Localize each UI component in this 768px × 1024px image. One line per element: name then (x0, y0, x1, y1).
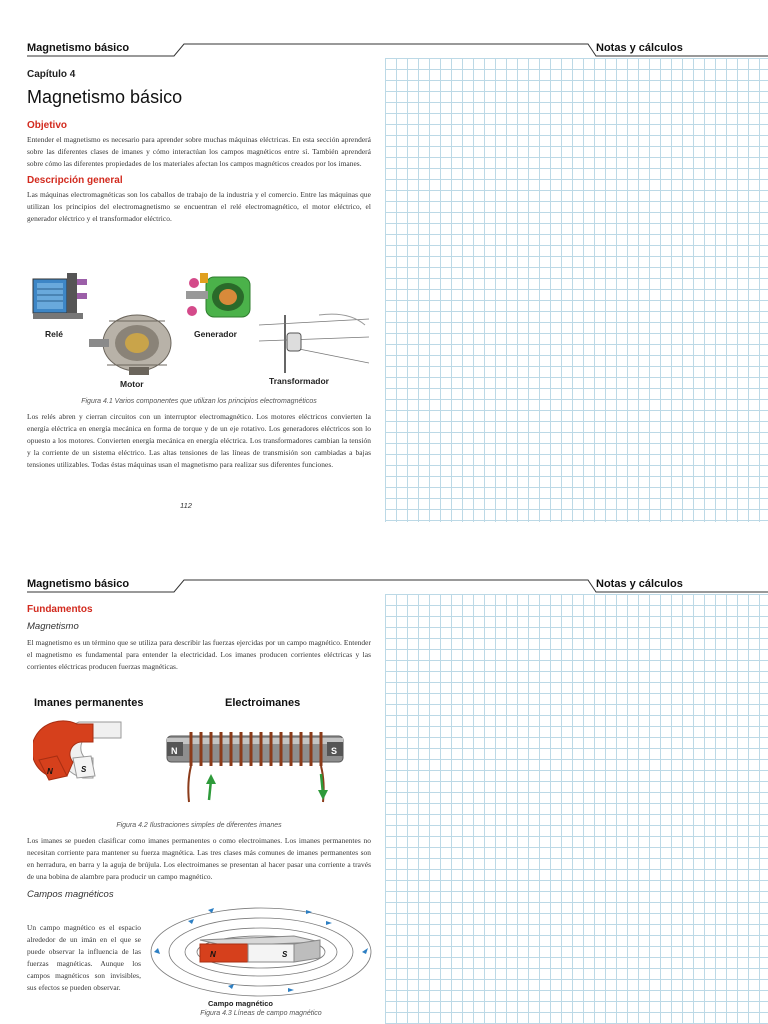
chapter-label: Capítulo 4 (27, 69, 76, 80)
campos-subheading: Campos magnéticos (27, 889, 114, 900)
imanes-permanentes-title: Imanes permanentes (34, 697, 144, 709)
figure-4-1 (27, 265, 371, 395)
campos-text: Un campo magnético es el espacio alrededor de un imán en el que se puede observar la influencia de las fuerzas magnéticas. Aunque los campos magnéticos son invisibles, sus efectos se pueden observar. (27, 923, 141, 992)
page-2-lower (27, 822, 371, 900)
notes-grid (385, 594, 768, 1024)
rele-label: Relé (45, 329, 63, 339)
horseshoe-magnet-image (33, 720, 125, 782)
magnetismo-subheading: Magnetismo (27, 621, 79, 632)
magnetic-field-image (148, 904, 374, 1014)
bar-magnet-s-pole: S (282, 950, 288, 959)
generator-image (182, 271, 254, 327)
generador-label: Generador (194, 329, 237, 339)
page-title: Magnetismo básico (27, 87, 183, 107)
header-title: Magnetismo básico (27, 42, 130, 54)
figure-4-1-caption: Figura 4.1 Varios componentes que utilizan los principios electromagnéticos (81, 398, 317, 405)
figure-4-2 (27, 694, 371, 824)
campo-magnetico-label: Campo magnético (208, 999, 274, 1008)
bar-magnet-n-pole: N (210, 950, 216, 959)
machines-text: Los relés abren y cierran circuitos con un interruptor electromagnético. Los motores eléctricos convierten la energía eléctrica en energía mecánica en forma de torque y de un eje rotativo. Los generadores eléctricos son lo opuesto a los motores. Convierten energía mecánica en energía eléctrica. Los transformadores cambian la tensión y la corriente de un sistema eléctrico. Las altas tensiones de las líneas de transmisión son cambiadas a bajas tensiones utilizables. Todas éstas máquinas usan el magnetismo para realizar sus diferentes funciones. (27, 412, 371, 469)
horseshoe-n-pole: N (47, 767, 53, 776)
header-notes-label: Notas y cálculos (596, 42, 683, 54)
page-2-content (27, 604, 371, 673)
electromagnet-n-pole: N (171, 746, 178, 756)
electromagnet-s-pole: S (331, 746, 338, 756)
page-number: 112 (180, 501, 192, 510)
electromagnet-image (163, 722, 349, 812)
page-1-content (27, 69, 371, 225)
motor-image (89, 309, 177, 377)
horseshoe-s-pole: S (81, 765, 87, 774)
header-title: Magnetismo básico (27, 578, 130, 590)
figure-4-2-caption: Figura 4.2 Ilustraciones simples de diferentes imanes (116, 822, 282, 829)
imanes-text: Los imanes se pueden clasificar como imanes permanentes o como electroimanes. Los imanes permanentes no necesitan corriente para mantener su fuerza magnética. Las tres clases más comunes de imanes permanentes son en herradura, en barra y la aguja de brújula. Los electroimanes se presentan al hacer pasar una corriente a través de una bobina de alambre para producir un campo magnético. (27, 836, 371, 881)
relay-image (31, 269, 91, 325)
motor-label: Motor (120, 379, 144, 389)
objetivo-text: Entender el magnetismo es necesario para aprender sobre muchas máquinas eléctricas. En esta sección aprenderá sobre las diferentes clases de imanes y cómo interactúan los campos magnéticos entre sí. También aprenderá sobre cómo las diferentes propiedades de los materiales afectan los campos magnéticos creados por los imanes. (27, 135, 371, 168)
notes-grid (385, 58, 768, 522)
header-notes-label: Notas y cálculos (596, 578, 683, 590)
objetivo-heading: Objetivo (27, 120, 68, 131)
descripcion-heading: Descripción general (27, 175, 123, 186)
transformador-label: Transformador (269, 376, 329, 386)
magnetismo-text: El magnetismo es un término que se utiliza para describir las fuerzas ejercidas por un campo magnético. Entender el magnetismo es fundamental para entender la electricidad. Los imanes producen corrientes eléctricas y las corrientes eléctricas producen fuerzas magnéticas. (27, 638, 371, 671)
descripcion-text: Las máquinas electromagnéticas son los caballos de trabajo de la industria y el comercio. Entre las máquinas que utilizan los principios del electromagnetismo se encuentran el relé electromagnético, el motor eléctrico, el generador eléctrico y el transformador eléctrico. (27, 190, 371, 223)
page-1-lower (27, 398, 371, 471)
fundamentos-heading: Fundamentos (27, 604, 93, 615)
figure-4-3-caption: Figura 4.3 Líneas de campo magnético (200, 1010, 322, 1017)
transformer-image (259, 311, 369, 375)
page-2 (0, 572, 768, 1024)
page-gap (0, 522, 768, 572)
electroimanes-title: Electroimanes (225, 697, 301, 709)
